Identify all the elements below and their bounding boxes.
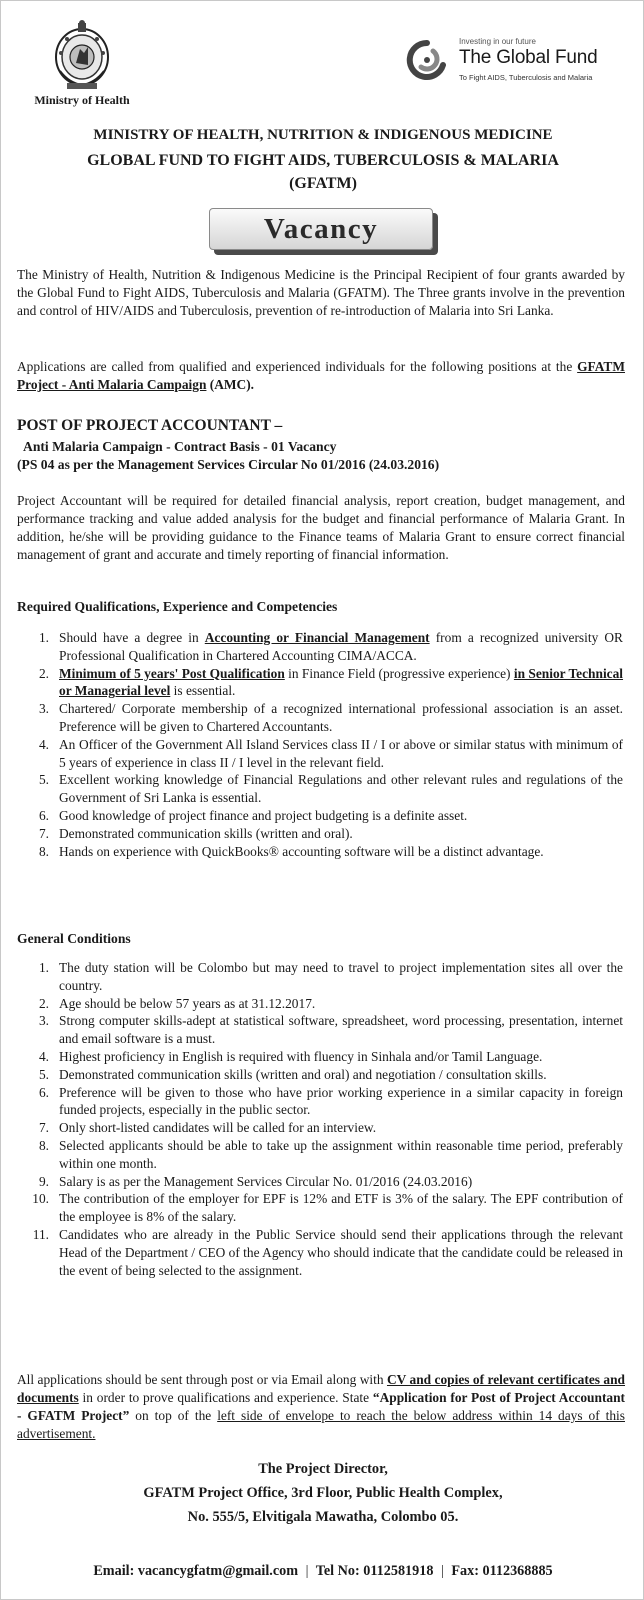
post-description: Project Accountant will be required for detailed financial analysis, report creation, budget management, and performance tracking and value added analysis for the budget and financial performance of Malaria Grant. In addition, he/she will be providing guidance to the Finance teams of Malaria Grant to ensure correct financial management of grant and accurate and timely reporting of financial information. [17,493,625,562]
item-number: 5. [38,772,49,788]
item-number: 1. [38,960,49,975]
item-emphasis: Accounting or Financial Management [204,630,430,645]
global-fund-logo [403,35,623,85]
item-emphasis: Minimum of 5 years' Post Qualification [59,665,285,681]
item-number: 4. [38,1048,49,1064]
item-text: Demonstrated communication skills (written and oral). [59,825,353,841]
intro-paragraph: The Ministry of Health, Nutrition & Indigenous Medicine is the Principal Recipient of four grants awarded by the Global Fund to Fight AIDS, Tuberculosis and Malaria (GFATM). The Three grants involve in the prevention and control of HIV/AIDS and Tuberculosis, prevention of re-introduction of Malaria into Sri Lanka. [17,267,625,318]
item-number: 9. [38,1173,49,1189]
list-item [19,843,623,861]
item-text: An Officer of the Government All Island Services class II / I or above or similar status with minimum of 5 years of experience in class II / I level in the relevant field. [59,736,623,770]
item-text: Hands on experience with QuickBooks® accounting software will be a distinct advantage. [59,843,544,859]
item-number: 2. [38,665,49,681]
gfatm-heading: GLOBAL FUND TO FIGHT AIDS, TUBERCULOSIS & MALARIA [87,152,559,169]
address-line-2: GFATM Project Office, 3rd Floor, Public Health Complex, [143,1485,503,1501]
project-name: GFATM Project - Anti Malaria Campaign [17,359,625,392]
item-text: The contribution of the employer for EPF is 12% and ETF is 3% of the salary. The EPF contribution of the employee is 8% of the salary. [59,1191,623,1225]
item-number: 8. [38,843,49,859]
list-item [19,1137,623,1173]
closing-paragraph [17,1371,625,1443]
item-number: 3. [38,1013,49,1029]
contact-fax: Fax: 0112368885 [451,1563,553,1579]
list-item [19,629,623,665]
qualifications-heading: Required Qualifications, Experience and Competencies [17,599,338,614]
item-text: is essential. [170,683,236,699]
list-item [19,1226,623,1279]
post-circular-line: (PS 04 as per the Management Services Circular No 01/2016 (24.03.2016) [17,457,440,472]
list-item [19,1048,623,1066]
list-item [19,1066,623,1084]
item-text: The duty station will be Colombo but may need to travel to project implementation sites all over the country. [59,960,623,993]
item-text: Demonstrated communication skills (written and oral) and negotiation / consultation skills. [59,1066,547,1082]
item-number: 3. [38,701,49,717]
ministry-emblem-block [27,19,137,108]
closing-quote: “Application for Post of Project Accountant - GFATM Project” [17,1390,625,1423]
global-fund-logo-icon [403,39,449,81]
list-item [19,665,623,701]
closing-text: in order to prove qualifications and experience. State [78,1390,373,1405]
item-text: Strong computer skills-adept at statistical software, spreadsheet, word processing, presentation, internet and email software is a must. [59,1013,623,1047]
item-text: in Finance Field (progressive experience) [284,665,514,681]
list-item [19,771,623,807]
item-text: Salary is as per the Management Services Circular No. 01/2016 (24.03.2016) [59,1173,473,1189]
item-text: Preference will be given to those who have prior working experience in a similar capacity in foreign funded projects, especially in the public sector. [59,1084,623,1118]
list-item [19,700,623,736]
logo-name: The Global Fund [459,47,598,68]
item-text: Good knowledge of project finance and project budgeting is a definite asset. [59,807,468,823]
item-text: Highest proficiency in English is required with fluency in Sinhala and/or Tamil Language. [59,1048,543,1064]
list-item [19,1119,623,1137]
item-number: 5. [38,1066,49,1082]
list-item [19,825,623,843]
item-number: 6. [38,807,49,823]
vacancy-banner: Vacancy [209,208,433,250]
post-title: POST OF PROJECT ACCOUNTANT – [17,417,283,434]
ministry-label: Ministry of Health [34,93,130,107]
conditions-list [19,959,623,1279]
item-text: from a recognized university OR Professional Qualification in Chartered Accounting CIMA/ACCA. [59,630,623,663]
applications-text: Applications are called from qualified and experienced individuals for the following positions at the [17,359,578,374]
item-text: Candidates who are already in the Public Service should send their applications through the relevant Head of the Department / CEO of the Agency who should indicate that the candidate could be released in the event of being selected to the assignment. [59,1226,623,1278]
item-text: Excellent working knowledge of Financial Regulations and other relevant rules and regulations of the Government of Sri Lanka is essential. [59,772,623,806]
list-item [19,995,623,1013]
sri-lanka-emblem-icon [47,19,117,91]
applications-paragraph [17,358,625,394]
closing-text: on top of the [129,1408,218,1423]
project-acronym: (AMC). [206,377,255,392]
list-item [19,1012,623,1048]
item-text: Age should be below 57 years as at 31.12.2017. [59,995,316,1011]
ministry-heading: MINISTRY OF HEALTH, NUTRITION & INDIGENOUS MEDICINE [93,127,553,143]
item-text: Only short-listed candidates will be called for an interview. [59,1120,377,1136]
list-item [19,736,623,772]
item-number: 7. [38,1120,49,1136]
list-item [19,807,623,825]
contact-separator: | [440,1563,444,1579]
contact-tel: Tel No: 0112581918 [315,1563,434,1579]
address-line-1: The Project Director, [258,1461,388,1477]
conditions-heading: General Conditions [17,931,131,946]
contact-email: Email: vacancygfatm@gmail.com [93,1563,299,1579]
item-number: 8. [38,1137,49,1153]
logo-subtitle: To Fight AIDS, Tuberculosis and Malaria [459,73,593,82]
item-number: 2. [38,995,49,1011]
gfatm-acronym: (GFATM) [289,175,357,192]
item-emphasis: in Senior Technical or Managerial level [59,665,624,699]
item-number: 4. [38,736,49,752]
contact-separator: | [305,1563,309,1579]
item-number: 1. [38,630,49,645]
address-line-3: No. 555/5, Elvitigala Mawatha, Colombo 05. [187,1509,459,1525]
closing-documents: CV and copies of relevant certificates and documents [17,1372,626,1405]
list-item [19,1084,623,1120]
list-item [19,1173,623,1191]
item-text: Selected applicants should be able to take up the assignment within reasonable time period, preferably within one month. [59,1137,623,1171]
item-number: 11. [32,1226,49,1242]
list-item [19,1190,623,1226]
item-number: 7. [38,825,49,841]
contact-line [1,1563,644,1580]
closing-text: All applications should be sent through post or via Email along with [17,1372,387,1387]
item-number: 10. [32,1191,49,1207]
logo-tagline: Investing in our future [459,37,536,46]
list-item [19,959,623,995]
item-text: Chartered/ Corporate membership of a recognized international professional association is an asset. Preference will be given to Chartered Accountants. [59,701,623,734]
closing-deadline: left side of envelope to reach the below address within 14 days of this advertisement. [17,1408,625,1441]
item-number: 6. [38,1084,49,1100]
qualifications-list [19,629,623,860]
item-text: Should have a degree in [59,630,205,645]
post-contract-line: Anti Malaria Campaign - Contract Basis - 01 Vacancy [23,439,337,454]
